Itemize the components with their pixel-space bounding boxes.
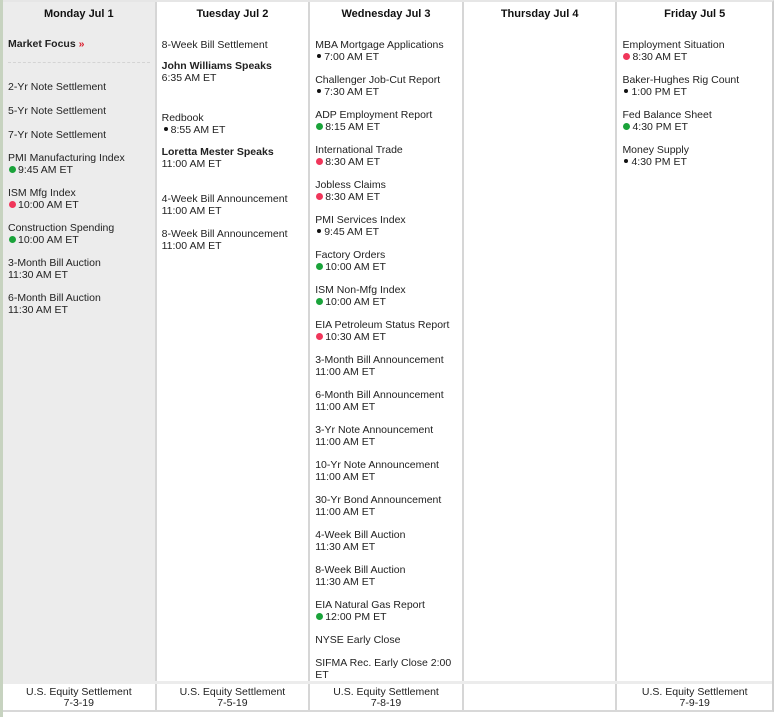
event-name: Jobless Claims	[315, 179, 386, 191]
event-time: 8:30 AM ET	[632, 51, 688, 63]
event-time: 9:45 AM ET	[324, 226, 380, 238]
event-time: 10:00 AM ET	[325, 296, 386, 308]
settlement-footer	[3, 681, 772, 710]
event-name: Baker-Hughes Rig Count	[622, 74, 740, 86]
positive-dot-icon	[316, 298, 323, 305]
event-name: SIFMA Rec. Early Close 2:00 ET	[315, 657, 452, 681]
event-name: 6-Month Bill Announcement	[315, 389, 444, 401]
event-time: 10:30 AM ET	[325, 331, 386, 343]
event-name: ADP Employment Report	[315, 109, 433, 121]
event-item[interactable]	[315, 179, 457, 203]
settlement-date: 7-9-19	[679, 697, 710, 709]
event-name: John Williams Speaks	[161, 60, 272, 72]
event-item[interactable]	[162, 228, 304, 252]
negative-dot-icon	[316, 158, 323, 165]
event-name: 8-Week Bill Announcement	[161, 228, 288, 240]
event-time: 11:30 AM ET	[315, 541, 376, 553]
neutral-dot-icon	[317, 229, 321, 233]
footer-cell-friday	[617, 684, 772, 710]
event-item[interactable]	[315, 494, 457, 518]
positive-dot-icon	[316, 613, 323, 620]
event-item[interactable]	[622, 39, 767, 63]
event-item[interactable]	[8, 187, 150, 211]
event-item[interactable]	[8, 222, 150, 246]
event-item[interactable]	[315, 319, 457, 343]
event-item[interactable]	[315, 459, 457, 483]
event-item[interactable]	[315, 39, 457, 63]
event-name: 7-Yr Note Settlement	[8, 129, 107, 141]
event-item[interactable]	[8, 81, 150, 93]
event-time: 11:00 AM ET	[161, 205, 222, 217]
negative-dot-icon	[9, 201, 16, 208]
event-time: 8:30 AM ET	[325, 191, 381, 203]
event-name: Employment Situation	[622, 39, 725, 51]
day-header: Monday Jul 1	[43, 8, 114, 20]
event-item[interactable]	[315, 74, 457, 98]
event-item[interactable]	[162, 39, 304, 51]
event-item[interactable]	[315, 657, 457, 681]
event-time: 6:35 AM ET	[161, 72, 217, 84]
event-name: 10-Yr Note Announcement	[315, 459, 439, 471]
day-column-wednesday	[310, 2, 464, 681]
event-time: 11:00 AM ET	[315, 401, 376, 413]
event-name: 3-Yr Note Announcement	[315, 424, 434, 436]
market-focus-label: Market Focus	[8, 38, 76, 50]
event-name: Construction Spending	[8, 222, 115, 234]
event-item[interactable]	[315, 214, 457, 238]
settlement-label: U.S. Equity Settlement	[333, 686, 439, 698]
event-name: NYSE Early Close	[315, 634, 401, 646]
footer-cell-wednesday	[310, 684, 464, 710]
day-column-monday	[3, 2, 157, 681]
day-column-tuesday	[157, 2, 311, 681]
event-item[interactable]	[315, 144, 457, 168]
event-time: 11:00 AM ET	[161, 158, 222, 170]
event-name: PMI Services Index	[315, 214, 406, 226]
event-item[interactable]	[315, 354, 457, 378]
event-time: 8:30 AM ET	[325, 156, 381, 168]
positive-dot-icon	[316, 263, 323, 270]
positive-dot-icon	[9, 236, 16, 243]
event-name: 4-Week Bill Announcement	[161, 193, 288, 205]
event-time: 11:30 AM ET	[315, 576, 376, 588]
event-item[interactable]	[8, 152, 150, 176]
neutral-dot-icon	[624, 89, 628, 93]
event-name: Money Supply	[622, 144, 689, 156]
event-item[interactable]	[162, 60, 304, 84]
event-time: 11:00 AM ET	[315, 506, 376, 518]
event-name: 2-Yr Note Settlement	[8, 81, 107, 93]
settlement-date: 7-8-19	[370, 697, 402, 709]
event-time: 10:00 AM ET	[325, 261, 386, 273]
event-item[interactable]	[622, 144, 767, 168]
positive-dot-icon	[623, 123, 630, 130]
event-item[interactable]	[162, 146, 304, 170]
event-time: 10:00 AM ET	[18, 199, 79, 211]
settlement-date: 7-3-19	[63, 697, 94, 709]
event-name: EIA Natural Gas Report	[315, 599, 425, 611]
event-time: 7:30 AM ET	[324, 86, 380, 98]
event-name: Loretta Mester Speaks	[161, 146, 274, 158]
double-chevron-right-icon: »	[78, 38, 85, 50]
event-name: 5-Yr Note Settlement	[8, 105, 107, 117]
event-name: International Trade	[315, 144, 403, 156]
event-time: 10:00 AM ET	[18, 234, 79, 246]
market-focus-link[interactable]	[8, 38, 150, 50]
event-item[interactable]	[315, 634, 457, 646]
event-time: 11:30 AM ET	[8, 269, 68, 281]
event-name: ISM Mfg Index	[8, 187, 76, 199]
event-item[interactable]	[315, 599, 457, 623]
event-name: Fed Balance Sheet	[622, 109, 712, 121]
event-item[interactable]	[315, 389, 457, 413]
event-time: 12:00 PM ET	[325, 611, 387, 623]
event-item[interactable]	[622, 74, 767, 98]
settlement-label: U.S. Equity Settlement	[641, 686, 748, 698]
event-name: PMI Manufacturing Index	[8, 152, 125, 164]
economic-calendar	[3, 0, 774, 712]
event-item[interactable]	[8, 257, 150, 281]
event-item[interactable]	[315, 564, 457, 588]
event-item[interactable]	[315, 529, 457, 553]
day-column-thursday	[464, 2, 618, 681]
event-time: 4:30 PM ET	[632, 121, 688, 133]
event-time: 9:45 AM ET	[18, 164, 73, 176]
event-time: 7:00 AM ET	[324, 51, 380, 63]
calendar-body	[3, 2, 772, 681]
settlement-date: 7-5-19	[217, 697, 248, 709]
event-name: Factory Orders	[315, 249, 386, 261]
negative-dot-icon	[623, 53, 630, 60]
event-name: MBA Mortgage Applications	[315, 39, 444, 51]
settlement-label: U.S. Equity Settlement	[179, 686, 286, 698]
neutral-dot-icon	[317, 54, 321, 58]
event-name: 3-Month Bill Announcement	[315, 354, 444, 366]
divider	[8, 62, 150, 63]
day-header: Wednesday Jul 3	[341, 8, 431, 20]
event-item[interactable]	[8, 292, 150, 316]
event-item[interactable]	[315, 284, 457, 308]
neutral-dot-icon	[624, 159, 628, 163]
event-time: 8:55 AM ET	[170, 124, 226, 136]
event-name: 4-Week Bill Auction	[315, 529, 406, 541]
event-item[interactable]	[315, 424, 457, 448]
event-name: 8-Week Bill Settlement	[161, 39, 268, 51]
event-item[interactable]	[8, 105, 150, 117]
event-name: 8-Week Bill Auction	[315, 564, 406, 576]
event-time: 11:00 AM ET	[315, 366, 376, 378]
event-item[interactable]	[315, 109, 457, 133]
day-header: Thursday Jul 4	[500, 8, 579, 20]
neutral-dot-icon	[317, 89, 321, 93]
footer-cell-monday	[3, 684, 157, 710]
event-name: EIA Petroleum Status Report	[315, 319, 450, 331]
settlement-label: U.S. Equity Settlement	[25, 686, 132, 698]
event-item[interactable]	[315, 249, 457, 273]
positive-dot-icon	[316, 123, 323, 130]
event-time: 11:00 AM ET	[315, 436, 376, 448]
negative-dot-icon	[316, 193, 323, 200]
positive-dot-icon	[9, 166, 16, 173]
event-name: ISM Non-Mfg Index	[315, 284, 406, 296]
event-name: 6-Month Bill Auction	[8, 292, 101, 304]
footer-cell-tuesday	[157, 684, 311, 710]
event-item[interactable]	[622, 109, 767, 133]
event-item[interactable]	[162, 112, 304, 136]
day-header: Friday Jul 5	[664, 8, 726, 20]
footer-cell-thursday	[464, 684, 618, 710]
event-name: Challenger Job-Cut Report	[315, 74, 441, 86]
neutral-dot-icon	[164, 127, 168, 131]
event-item[interactable]	[162, 193, 304, 217]
event-time: 11:00 AM ET	[161, 240, 222, 252]
event-item[interactable]	[8, 129, 150, 141]
event-name: Redbook	[161, 112, 204, 124]
negative-dot-icon	[316, 333, 323, 340]
day-column-friday	[617, 2, 772, 681]
event-time: 11:30 AM ET	[8, 304, 68, 316]
event-time: 8:15 AM ET	[325, 121, 381, 133]
event-name: 3-Month Bill Auction	[8, 257, 101, 269]
event-time: 4:30 PM ET	[631, 156, 687, 168]
event-time: 11:00 AM ET	[315, 471, 376, 483]
event-time: 1:00 PM ET	[631, 86, 687, 98]
event-name: 30-Yr Bond Announcement	[315, 494, 442, 506]
day-header: Tuesday Jul 2	[196, 8, 269, 20]
